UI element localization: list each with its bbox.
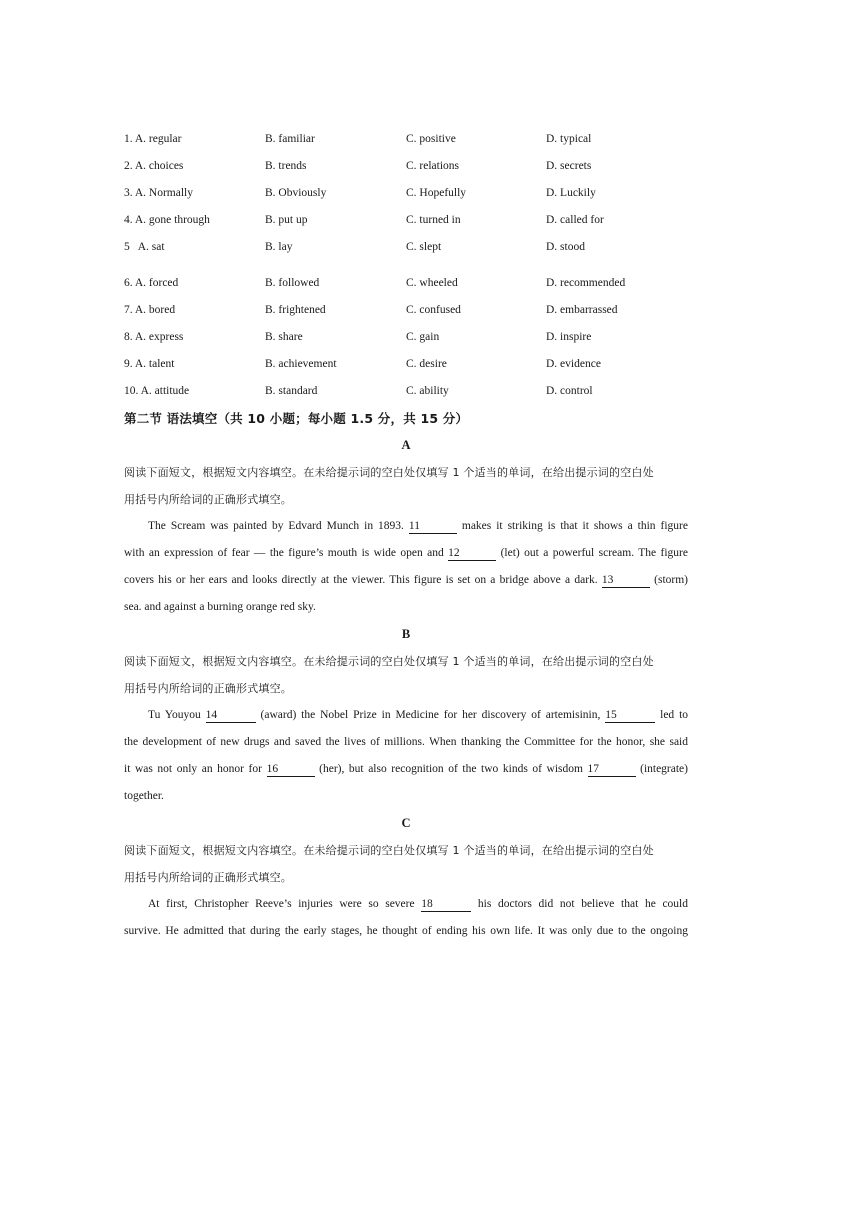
text-segment: (storm) <box>649 574 689 586</box>
blank-17[interactable]: 17 <box>588 763 636 777</box>
option-row-5 <box>124 239 724 255</box>
text-segment: covers his or her ears and looks directly at the viewer. This figure is set on a bridge above a dark. <box>124 574 602 586</box>
option-row-9 <box>124 356 724 372</box>
option-row-8 <box>124 329 724 345</box>
text-segment: (her), but also recognition of the two kinds of wisdom <box>314 763 588 775</box>
option-6b: B. followed <box>265 277 320 289</box>
part-a-line-4: sea. and against a burning orange red sky. <box>124 601 316 613</box>
option-9c: C. desire <box>406 358 447 370</box>
option-1d: D. typical <box>546 133 592 145</box>
part-c-instruction-2: 用括号内所给词的正确形式填空。 <box>124 871 292 884</box>
option-4b: B. put up <box>265 214 308 226</box>
option-1a: 1. A. regular <box>124 133 182 145</box>
part-a-line-2 <box>124 545 688 562</box>
option-row-7 <box>124 302 724 318</box>
part-a-instruction-2: 用括号内所给词的正确形式填空。 <box>124 493 292 506</box>
text-segment: his doctors did not believe that he could <box>471 898 688 910</box>
option-5d: D. stood <box>546 241 585 253</box>
text-segment: it was not only an honor for <box>124 763 267 775</box>
option-5b: B. lay <box>265 241 293 253</box>
option-10c: C. ability <box>406 385 449 397</box>
option-3a: 3. A. Normally <box>124 187 193 199</box>
option-10b: B. standard <box>265 385 318 397</box>
part-b-letter: B <box>401 627 411 641</box>
part-c-line-2: survive. He admitted that during the early stages, he thought of ending his own life. It was only due to the ongoing <box>124 925 688 937</box>
part-b-line-3 <box>124 761 688 778</box>
part-b-line-2: the development of new drugs and saved the lives of millions. When thanking the Committee for the honor, she said <box>124 736 688 748</box>
blank-18[interactable]: 18 <box>421 898 471 912</box>
part-a-instruction-1: 阅读下面短文，根据短文内容填空。在未给提示词的空白处仅填写 1 个适当的单词，在给出提示词的空白处 <box>124 466 654 479</box>
option-1c: C. positive <box>406 133 456 145</box>
option-8a: 8. A. express <box>124 331 184 343</box>
option-row-6 <box>124 275 724 291</box>
blank-11[interactable]: 11 <box>409 520 457 534</box>
option-2b: B. trends <box>265 160 307 172</box>
text-segment: with an expression of fear — the figure’s mouth is wide open and <box>124 547 449 559</box>
text-segment: (let) out a powerful scream. The figure <box>496 547 688 559</box>
option-4d: D. called for <box>546 214 604 226</box>
option-5c: C. slept <box>406 241 442 253</box>
option-2a: 2. A. choices <box>124 160 184 172</box>
option-4a: 4. A. gone through <box>124 214 210 226</box>
option-3d: D. Luckily <box>546 187 596 199</box>
option-row-2 <box>124 158 724 174</box>
text-segment: led to <box>655 709 689 721</box>
option-6a: 6. A. forced <box>124 277 179 289</box>
option-5a: 5 A. sat <box>124 241 165 253</box>
option-3b: B. Obviously <box>265 187 327 199</box>
option-6c: C. wheeled <box>406 277 458 289</box>
option-8d: D. inspire <box>546 331 592 343</box>
part-a-line-3 <box>124 572 688 589</box>
text-segment: At first, Christopher Reeve’s injuries were so severe <box>148 898 422 910</box>
option-7a: 7. A. bored <box>124 304 176 316</box>
part-b-line-4: together. <box>124 790 164 802</box>
blank-12[interactable]: 12 <box>448 547 496 561</box>
part-b-line-1 <box>148 707 688 724</box>
text-segment: Tu Youyou <box>148 709 206 721</box>
text-segment: (award) the Nobel Prize in Medicine for her discovery of artemisinin, <box>255 709 606 721</box>
option-2c: C. relations <box>406 160 460 172</box>
text-segment: (integrate) <box>635 763 688 775</box>
option-row-4 <box>124 212 724 228</box>
option-8c: C. gain <box>406 331 440 343</box>
blank-15[interactable]: 15 <box>605 709 655 723</box>
section-heading: 第二节 语法填空（共 10 小题；每小题 1.5 分，共 15 分） <box>124 411 469 426</box>
option-3c: C. Hopefully <box>406 187 467 199</box>
option-10d: D. control <box>546 385 593 397</box>
option-row-10 <box>124 383 724 399</box>
text-segment: The Scream was painted by Edvard Munch in 1893. <box>148 520 409 532</box>
part-a-line-1 <box>148 518 688 535</box>
option-6d: D. recommended <box>546 277 626 289</box>
option-7b: B. frightened <box>265 304 326 316</box>
option-2d: D. secrets <box>546 160 592 172</box>
option-4c: C. turned in <box>406 214 461 226</box>
option-10a: 10. A. attitude <box>124 385 190 397</box>
blank-13[interactable]: 13 <box>602 574 650 588</box>
option-7c: C. confused <box>406 304 461 316</box>
part-c-letter: C <box>401 816 411 830</box>
part-a-letter: A <box>401 438 411 452</box>
part-c-line-1 <box>148 896 688 913</box>
part-c-instruction-1: 阅读下面短文，根据短文内容填空。在未给提示词的空白处仅填写 1 个适当的单词，在给出提示词的空白处 <box>124 844 654 857</box>
option-row-3 <box>124 185 724 201</box>
blank-14[interactable]: 14 <box>206 709 256 723</box>
option-9d: D. evidence <box>546 358 601 370</box>
option-8b: B. share <box>265 331 303 343</box>
part-b-instruction-1: 阅读下面短文，根据短文内容填空。在未给提示词的空白处仅填写 1 个适当的单词，在给出提示词的空白处 <box>124 655 654 668</box>
option-7d: D. embarrassed <box>546 304 618 316</box>
option-1b: B. familiar <box>265 133 315 145</box>
text-segment: makes it striking is that it shows a thin figure <box>456 520 688 532</box>
part-b-instruction-2: 用括号内所给词的正确形式填空。 <box>124 682 292 695</box>
option-row-1 <box>124 131 724 147</box>
option-9b: B. achievement <box>265 358 337 370</box>
option-9a: 9. A. talent <box>124 358 175 370</box>
blank-16[interactable]: 16 <box>267 763 315 777</box>
